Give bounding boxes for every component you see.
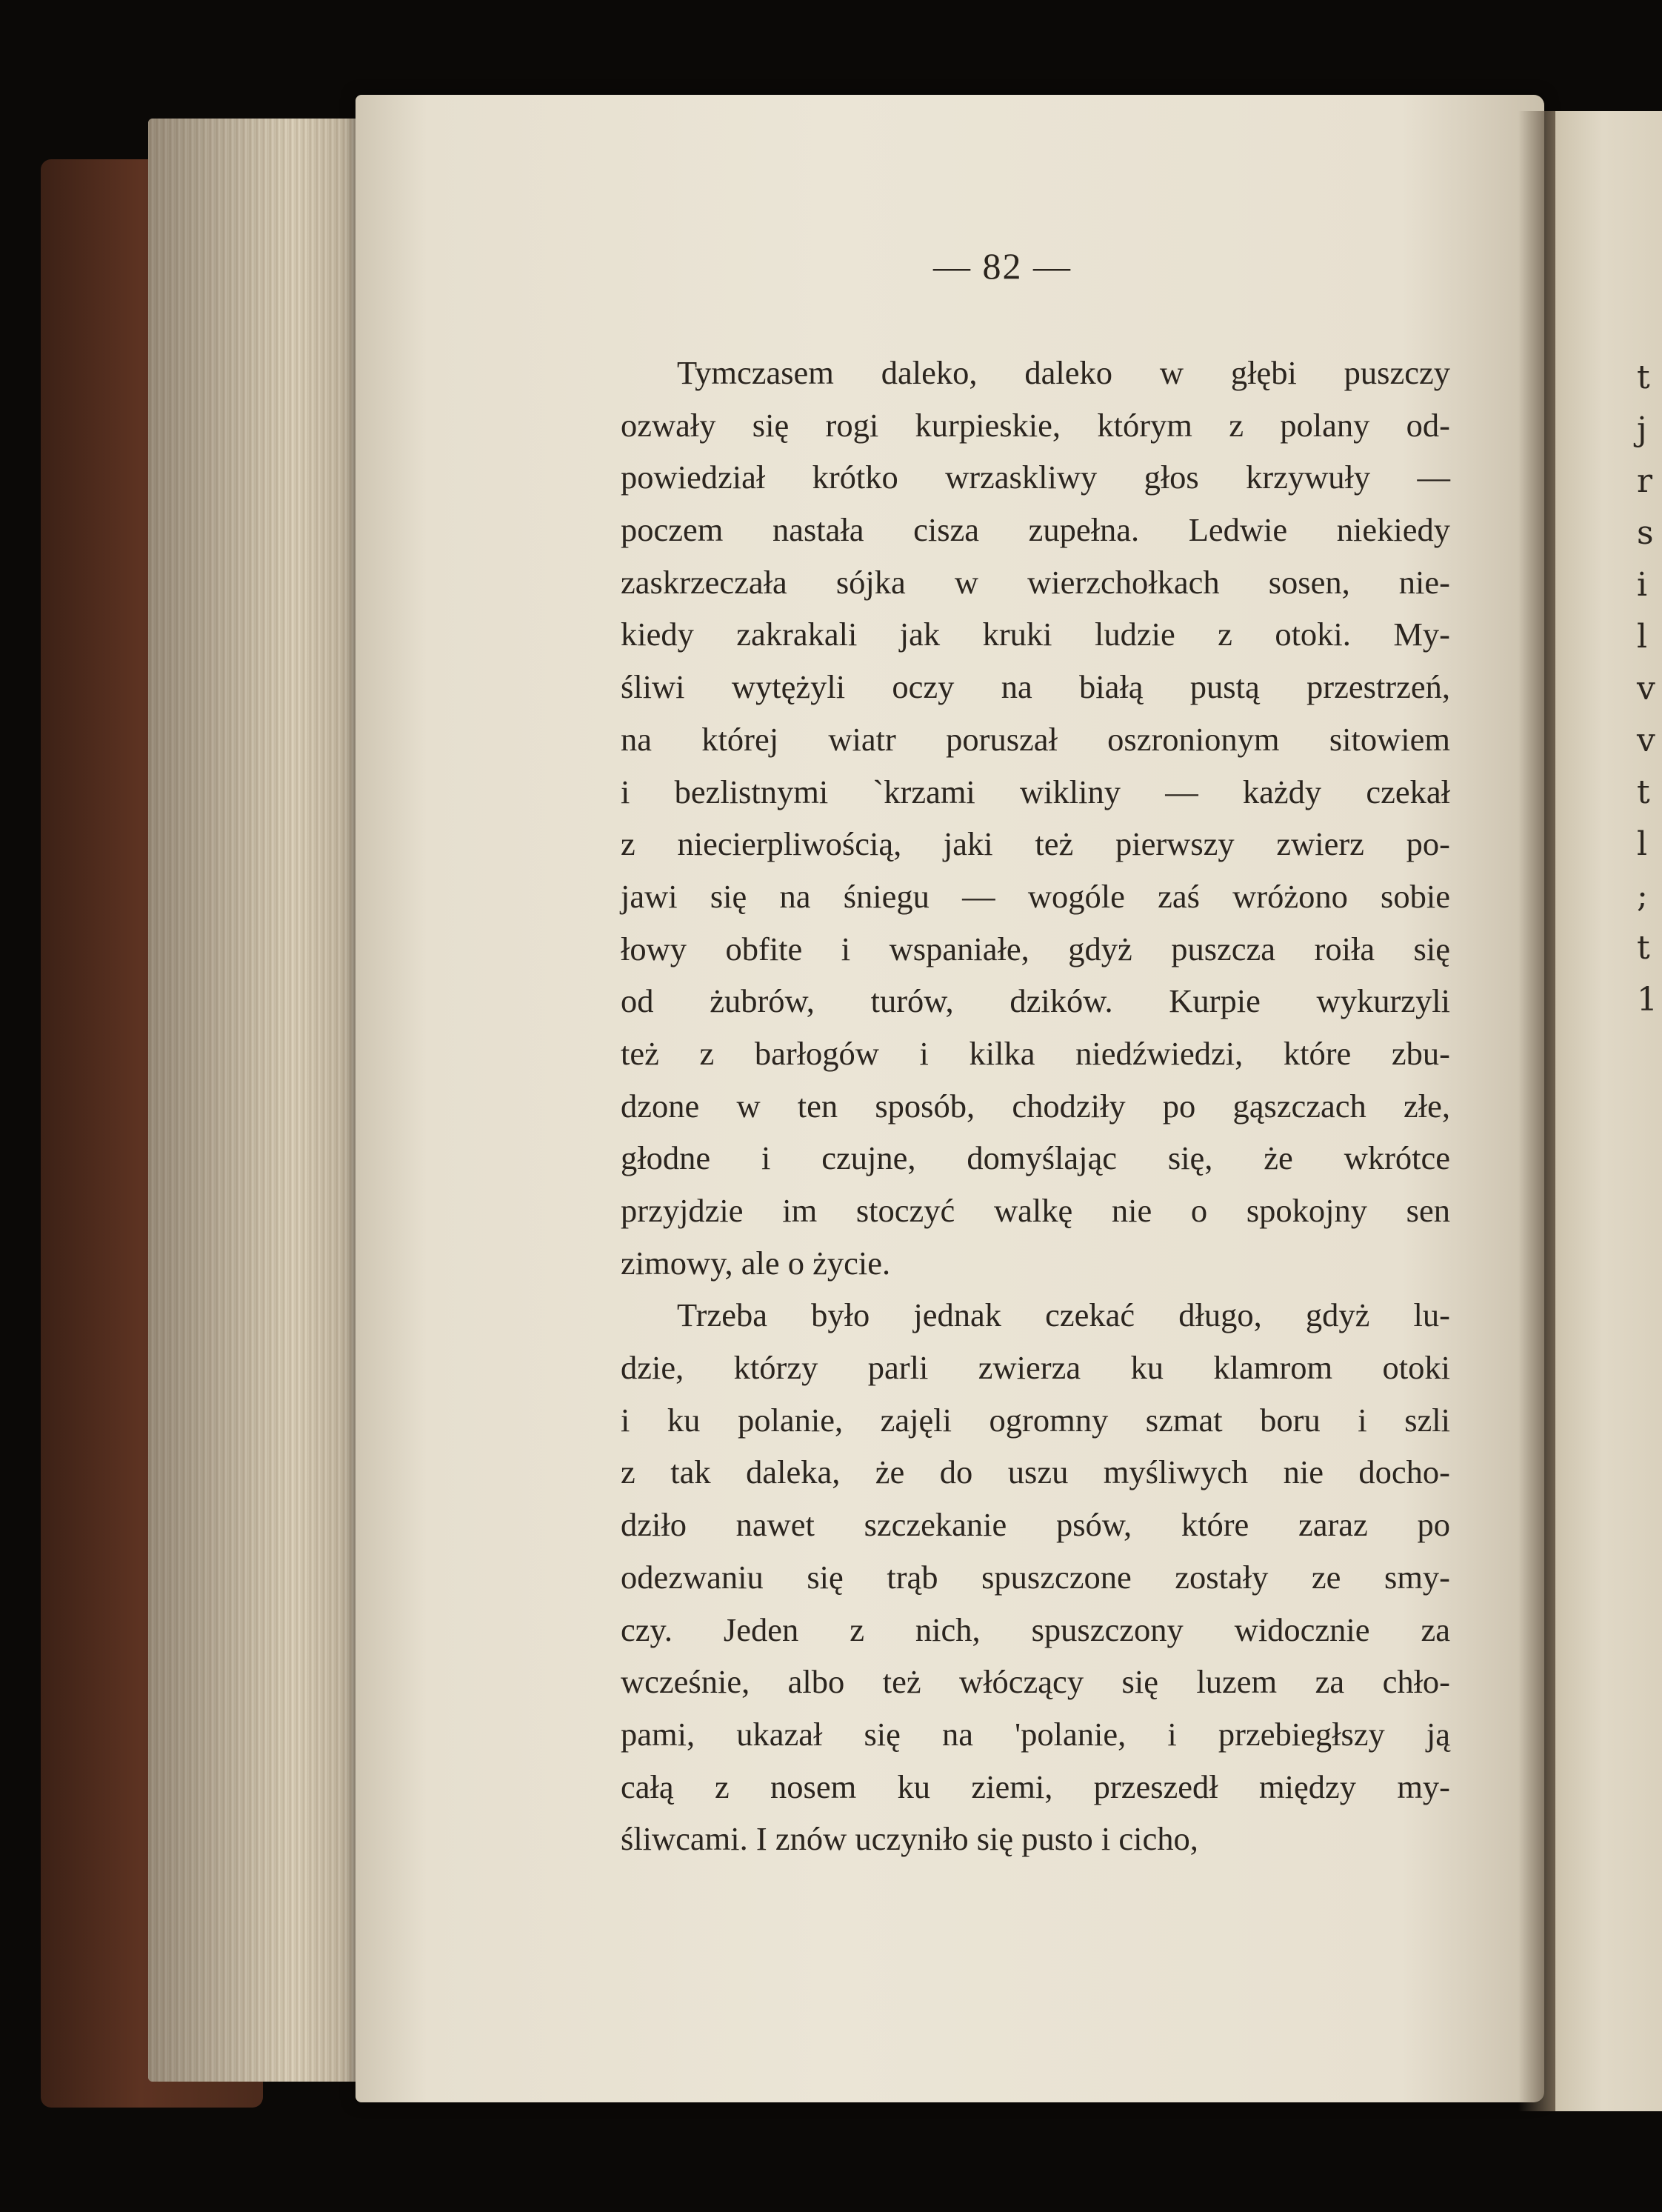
facing-page-letter: v xyxy=(1637,722,1655,759)
text-line: jawi się na śniegu — wogóle zaś wróżono sobie xyxy=(621,877,1450,915)
text-line: z niecierpliwością, jaki też pierwszy zwierz po- xyxy=(621,825,1450,863)
text-line: przyjdzie im stoczyć walkę nie o spokojny sen xyxy=(621,1192,1450,1229)
text-line: głodne i czujne, domyślając się, że wkrótce xyxy=(621,1139,1450,1177)
text-line: całą z nosem ku ziemi, przeszedł między my- xyxy=(621,1768,1450,1805)
text-line: czy. Jeden z nich, spuszczony widocznie za xyxy=(621,1610,1450,1648)
text-line: zimowy, ale o życie. xyxy=(621,1244,891,1282)
facing-page-edge-letters xyxy=(1637,352,1662,1026)
text-line: odezwaniu się trąb spuszczone zostały ze smy- xyxy=(621,1558,1450,1596)
text-line: dziło nawet szczekanie psów, które zaraz po xyxy=(621,1506,1450,1544)
facing-page-letter: t xyxy=(1637,773,1650,811)
text-line: na której wiatr poruszał oszronionym sitowiem xyxy=(621,720,1450,758)
text-line: łowy obfite i wspaniałe, gdyż puszcza roiła się xyxy=(621,930,1450,967)
text-line: i ku polanie, zajęli ogromny szmat boru i szli xyxy=(621,1401,1450,1439)
text-line: powiedział krótko wrzaskliwy głos krzywuły — xyxy=(621,459,1450,496)
text-line: ozwały się rogi kurpieskie, którym z polany od- xyxy=(621,406,1450,444)
page-body-text xyxy=(621,347,1450,1865)
facing-page-letter: r xyxy=(1637,462,1653,500)
text-line: Trzeba było jednak czekać długo, gdyż lu- xyxy=(677,1296,1450,1334)
facing-page-letter: s xyxy=(1637,514,1654,552)
facing-page-letter: i xyxy=(1637,566,1648,604)
text-line: wcześnie, albo też włóczący się luzem za chło- xyxy=(621,1663,1450,1701)
text-line: też z barłogów i kilka niedźwiedzi, które zbu- xyxy=(621,1034,1450,1072)
text-line: Tymczasem daleko, daleko w głębi puszczy xyxy=(677,354,1450,391)
text-line: śliwcami. I znów uczyniło się pusto i cicho, xyxy=(621,1820,1198,1858)
text-line: od żubrów, turów, dzików. Kurpie wykurzyli xyxy=(621,982,1450,1020)
text-line: z tak daleka, że do uszu myśliwych nie docho- xyxy=(621,1453,1450,1491)
facing-page-letter: l xyxy=(1637,618,1648,656)
text-line: zaskrzeczała sójka w wierzchołkach sosen, nie- xyxy=(621,563,1450,601)
text-line: poczem nastała cisza zupełna. Ledwie niekiedy xyxy=(621,511,1450,549)
facing-page-letter: 1 xyxy=(1637,981,1658,1019)
text-line: i bezlistnymi `krzami wikliny — każdy czekał xyxy=(621,773,1450,810)
text-line: dzone w ten sposób, chodziły po gąszczach złe, xyxy=(621,1087,1450,1125)
text-line: śliwi wytężyli oczy na białą pustą przestrzeń, xyxy=(621,668,1450,706)
facing-page-letter: t xyxy=(1637,929,1650,967)
text-line: pami, ukazał się na 'polanie, i przebiegłszy ją xyxy=(621,1715,1450,1753)
text-line: kiedy zakrakali jak kruki ludzie z otoki. My- xyxy=(621,616,1450,653)
text-line: dzie, którzy parli zwierza ku klamrom otoki xyxy=(621,1349,1450,1387)
facing-page-letter: t xyxy=(1637,359,1650,396)
facing-page-letter: v xyxy=(1637,670,1655,707)
page-number: — 82 — xyxy=(933,245,1072,287)
facing-page-letter: l xyxy=(1637,825,1648,863)
facing-page-letter: ; xyxy=(1637,877,1648,915)
facing-page-letter: j xyxy=(1637,410,1647,448)
